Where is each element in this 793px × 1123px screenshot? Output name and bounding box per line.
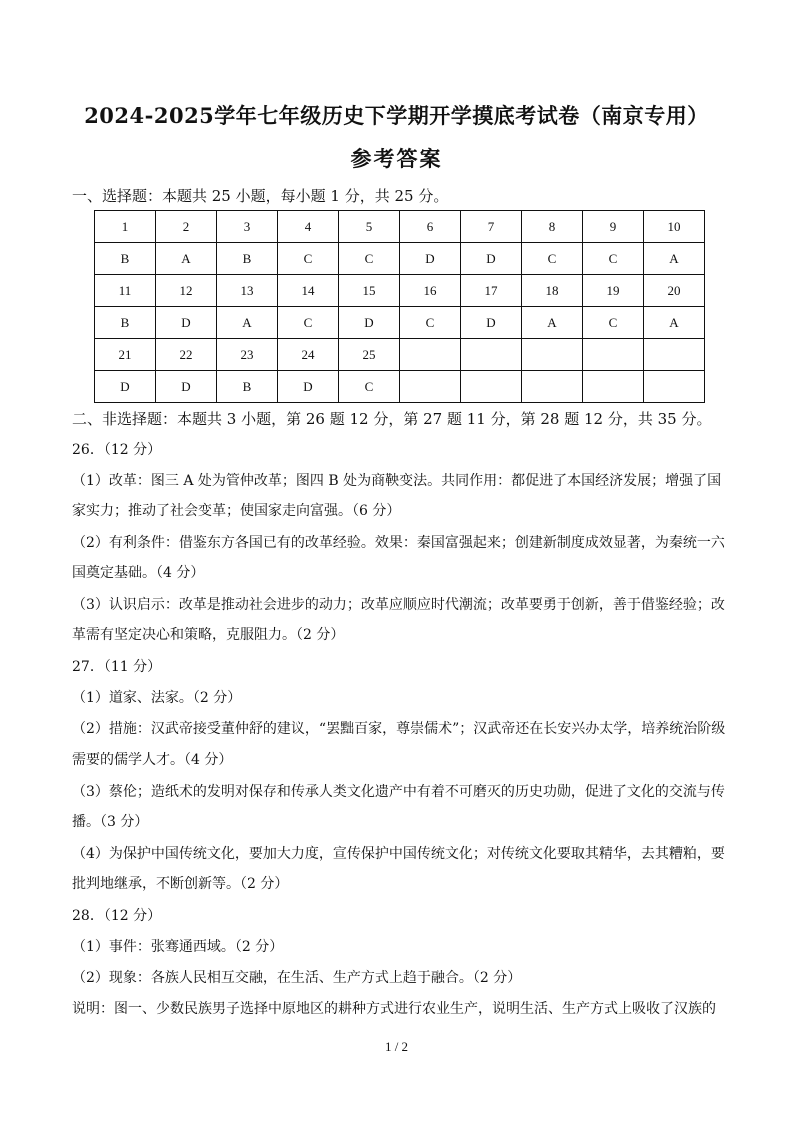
q28-note: 说明：图一、少数民族男子选择中原地区的耕种方式进行农业生产，说明生活、生产方式上吸收了汉族的 <box>72 1001 716 1017</box>
answer-cell: B <box>217 243 278 275</box>
question-number-cell: 5 <box>339 211 400 243</box>
question-28-label: 28．（12 分） <box>72 908 162 924</box>
answer-cell: C <box>583 307 644 339</box>
answer-cell: D <box>339 307 400 339</box>
answer-cell: D <box>278 371 339 403</box>
question-number-cell: 10 <box>644 211 705 243</box>
q28-answer-2: （2）现象：各族人民相互交融，在生活、生产方式上趋于融合。（2 分） <box>72 970 522 986</box>
answer-cell: D <box>156 307 217 339</box>
q26-answer-2-cont: 国奠定基础。（4 分） <box>72 565 205 581</box>
q27-answer-1: （1）道家、法家。（2 分） <box>72 690 242 706</box>
question-number-cell: 12 <box>156 275 217 307</box>
answer-cell: C <box>339 243 400 275</box>
answer-cell: A <box>156 243 217 275</box>
question-number-cell: 11 <box>95 275 156 307</box>
q28-answer-1: （1）事件：张骞通西域。（2 分） <box>72 939 284 955</box>
page-number: 1 / 2 <box>384 1039 409 1054</box>
q27-answer-2: （2）措施：汉武帝接受董仲舒的建议，“罢黜百家，尊崇儒术”；汉武帝还在长安兴办太学，培养统治阶级 <box>72 721 726 737</box>
answer-cell: C <box>583 243 644 275</box>
question-number-cell <box>644 339 705 371</box>
answer-cell: C <box>522 243 583 275</box>
question-number-cell: 24 <box>278 339 339 371</box>
q26-answer-1: （1）改革：图三 A 处为管仲改革；图四 B 处为商鞅变法。共同作用：都促进了本国经济发展；增强了国 <box>72 473 722 489</box>
q27-answer-3: （3）蔡伦；造纸术的发明对保存和传承人类文化遗产中有着不可磨灭的历史功勋，促进了文化的交流与传 <box>72 784 725 800</box>
answer-table-row <box>95 211 705 243</box>
answer-cell: A <box>522 307 583 339</box>
q26-answer-3-cont: 革需有坚定决心和策略，克服阻力。（2 分） <box>72 627 345 643</box>
question-number-cell: 23 <box>217 339 278 371</box>
answer-cell: B <box>95 243 156 275</box>
q26-answer-2: （2）有利条件：借鉴东方各国已有的改革经验。效果：秦国富强起来；创建新制度成效显著，为秦统一六 <box>72 535 725 551</box>
q27-answer-4: （4）为保护中国传统文化，要加大力度，宣传保护中国传统文化；对传统文化要取其精华，去其糟粕，要 <box>72 846 725 862</box>
answer-cell: D <box>95 371 156 403</box>
answer-table-row <box>95 275 705 307</box>
question-number-cell: 22 <box>156 339 217 371</box>
answer-cell <box>400 371 461 403</box>
question-number-cell <box>400 339 461 371</box>
question-number-cell: 6 <box>400 211 461 243</box>
answer-cell: B <box>95 307 156 339</box>
answer-cell: D <box>156 371 217 403</box>
question-number-cell: 3 <box>217 211 278 243</box>
q26-answer-3: （3）认识启示：改革是推动社会进步的动力；改革应顺应时代潮流；改革要勇于创新，善于借鉴经验；改 <box>72 597 725 613</box>
question-number-cell: 13 <box>217 275 278 307</box>
answer-cell: A <box>644 243 705 275</box>
answer-cell: A <box>644 307 705 339</box>
answer-cell: C <box>339 371 400 403</box>
answer-cell <box>583 371 644 403</box>
question-number-cell <box>522 339 583 371</box>
question-number-cell <box>583 339 644 371</box>
answer-cell <box>461 371 522 403</box>
answer-cell: C <box>278 243 339 275</box>
page-subtitle: 参考答案 <box>350 146 443 171</box>
question-number-cell: 17 <box>461 275 522 307</box>
answer-cell: D <box>461 243 522 275</box>
question-number-cell: 20 <box>644 275 705 307</box>
answer-cell: C <box>400 307 461 339</box>
section-1-heading: 一、选择题：本题共 25 小题，每小题 1 分，共 25 分。 <box>72 187 449 205</box>
question-number-cell: 4 <box>278 211 339 243</box>
q27-answer-4-cont: 批判地继承，不断创新等。（2 分） <box>72 876 289 892</box>
answer-table-row <box>95 339 705 371</box>
question-number-cell: 18 <box>522 275 583 307</box>
answer-table-row <box>95 307 705 339</box>
question-number-cell: 21 <box>95 339 156 371</box>
answer-cell <box>522 371 583 403</box>
question-number-cell: 19 <box>583 275 644 307</box>
answer-cell: D <box>461 307 522 339</box>
answer-cell <box>644 371 705 403</box>
question-27-label: 27．（11 分） <box>72 659 162 675</box>
question-26-label: 26．（12 分） <box>72 442 162 458</box>
question-number-cell: 2 <box>156 211 217 243</box>
q26-answer-1-cont: 家实力；推动了社会变革；使国家走向富强。（6 分） <box>72 503 401 519</box>
q27-answer-2-cont: 需要的儒学人才。（4 分） <box>72 752 233 768</box>
question-number-cell: 14 <box>278 275 339 307</box>
question-number-cell <box>461 339 522 371</box>
question-number-cell: 9 <box>583 211 644 243</box>
page-title: 2024-2025学年七年级历史下学期开学摸底考试卷（南京专用） <box>84 103 709 128</box>
answer-cell: B <box>217 371 278 403</box>
answer-cell: A <box>217 307 278 339</box>
answer-table <box>94 210 705 403</box>
answer-table-row <box>95 243 705 275</box>
section-2-heading: 二、非选择题：本题共 3 小题，第 26 题 12 分，第 27 题 11 分，第 28 题 12 分，共 35 分。 <box>72 410 712 428</box>
question-number-cell: 8 <box>522 211 583 243</box>
q27-answer-3-cont: 播。（3 分） <box>72 814 149 830</box>
answer-cell: C <box>278 307 339 339</box>
question-number-cell: 15 <box>339 275 400 307</box>
question-number-cell: 1 <box>95 211 156 243</box>
question-number-cell: 7 <box>461 211 522 243</box>
question-number-cell: 16 <box>400 275 461 307</box>
answer-table-row <box>95 371 705 403</box>
question-number-cell: 25 <box>339 339 400 371</box>
answer-cell: D <box>400 243 461 275</box>
